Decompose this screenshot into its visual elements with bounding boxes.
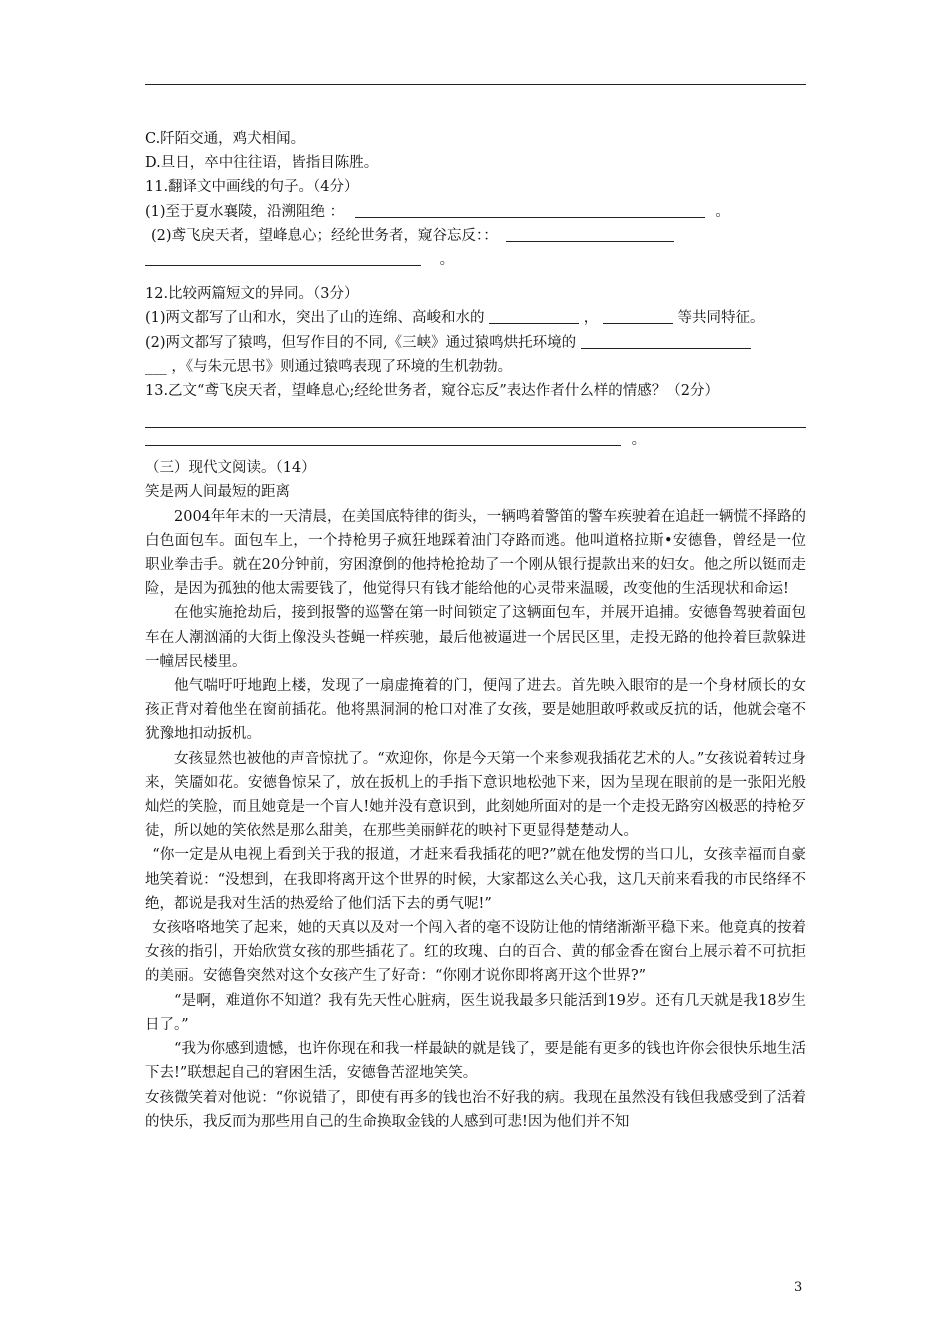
question-12-item-2 xyxy=(145,331,806,355)
article-paragraph: “是啊，难道你不知道？我有先天性心脏病，医生说我最多只能活到19岁。还有几天就是我18岁生日了。” xyxy=(145,992,806,1033)
article-paragraph: 在他实施抢劫后，接到报警的巡警在第一时间锁定了这辆面包车，并展开追捕。安德鲁驾驶着面包车在人潮汹涌的大街上像没头苍蝇一样疾驰，最后他被逼进一个居民区里，走投无路的他拎着巨款躲进一幢居民楼里。 xyxy=(145,605,806,670)
q12-item2-a: (2)两文都写了猿鸣，但写作目的不同,《三峡》通过猿鸣烘托环境的 xyxy=(145,334,577,351)
article-paragraph: 女孩咯咯地笑了起来，她的天真以及对一个闯入者的毫不设防让他的情绪渐渐平稳下来。他竟真的按着女孩的指引，开始欣赏女孩的那些插花了。红的玫瑰、白的百合、黄的郁金香在窗台上展示着不可抗拒的美丽。安德鲁突然对这个女孩产生了好奇：“你刚才说你即将离开这个世界?” xyxy=(145,920,806,985)
section-heading: （三）现代文阅读。（14） xyxy=(145,460,316,477)
question-12-item-2-cont: ___ ，《与朱元思书》则通过猿鸣表现了环境的生机勃勃。 xyxy=(145,358,513,375)
question-11-item-1 xyxy=(145,200,806,224)
option-c: C.阡陌交通，鸡犬相闻。 xyxy=(145,131,306,147)
answer-blank[interactable] xyxy=(145,248,421,266)
q12-item1-a: (1)两文都写了山和水，突出了山的连绵、高峻和水的 xyxy=(145,310,485,327)
article-paragraph: 2004年年末的一天清晨，在美国底特律的街头，一辆鸣着警笛的警车疾驶着在追赶一辆慌不择路的白色面包车。面包车上，一个持枪男子疯狂地踩着油门夺路而逃。他叫道格拉斯•安德鲁，曾经是一位职业拳击手。就在20分钟前，穷困潦倒的他持枪抢劫了一个刚从银行提款出来的妇女。他之所以铤而走险，是因为孤独的他太需要钱了，他觉得只有钱才能给他的心灵带来温暖，改变他的生活现状和命运! xyxy=(145,508,806,598)
option-d: D.旦日，卒中往往语，皆指目陈胜。 xyxy=(145,155,379,172)
answer-blank[interactable] xyxy=(145,428,621,446)
article-paragraph: 女孩显然也被他的声音惊扰了。“欢迎你，你是今天第一个来参观我插花艺术的人。”女孩说着转过身来，笑靥如花。安德鲁惊呆了，放在扳机上的手指下意识地松弛下来，因为呈现在眼前的是一张阳光般灿烂的笑脸，而且她竟是一个盲人!她并没有意识到，此刻她所面对的是一个走投无路穷凶极恶的持枪歹徒，所以她的笑依然是那么甜美，在那些美丽鲜花的映衬下更显得楚楚动人。 xyxy=(145,750,806,840)
q12-item1-c: 等共同特征。 xyxy=(677,310,765,327)
article-paragraph: “你一定是从电视上看到关于我的报道，才赶来看我插花的吧?”就在他发愣的当口儿，女孩幸福而自豪地笑着说：“没想到，在我即将离开这个世界的时候，大家都这么关心我，这几天前来看我的市民络绎不绝，都说是我对生活的热爱给了他们活下去的勇气呢!” xyxy=(145,847,806,912)
question-11-item-2-cont xyxy=(145,248,806,272)
answer-blank[interactable] xyxy=(489,306,579,324)
question-11-item-2 xyxy=(145,224,806,248)
answer-blank[interactable] xyxy=(355,200,705,218)
q11-item1-end: 。 xyxy=(715,203,730,220)
answer-blank[interactable] xyxy=(506,224,674,242)
question-11-title: 11.翻译文中画线的句子。（4分） xyxy=(145,179,359,196)
answer-blank[interactable] xyxy=(603,306,673,324)
article-paragraph: 女孩微笑着对他说：“你说错了，即使有再多的钱也治不好我的病。我现在虽然没有钱但我感受到了活着的快乐，我反而为那些用自己的生命换取金钱的人感到可悲!因为他们并不知 xyxy=(145,1089,806,1130)
answer-blank[interactable] xyxy=(581,331,751,349)
question-12-item-1 xyxy=(145,306,806,330)
article-paragraph: “我为你感到遗憾，也许你现在和我一样最缺的就是钱了，要是能有更多的钱也许你会很快乐地生活下去!”联想起自己的窘困生活，安德鲁苦涩地笑笑。 xyxy=(145,1041,806,1082)
q12-item1-b: ， xyxy=(583,310,599,327)
page-number: 3 xyxy=(794,1280,803,1295)
q11-item2-text: (2)鸢飞戾天者，望峰息心；经纶世务者，窥谷忘反：： xyxy=(151,227,498,244)
q13-end: 。 xyxy=(631,432,647,449)
article-title: 笑是两人间最短的距离 xyxy=(145,484,290,501)
q11-item2-end: 。 xyxy=(439,251,455,268)
q11-item1-text: (1)至于夏水襄陵，沿溯阻绝 ： xyxy=(145,203,345,220)
answer-line[interactable] xyxy=(145,407,806,428)
page-content xyxy=(145,127,806,1134)
header-rule xyxy=(145,84,806,85)
question-13-answer-end xyxy=(145,428,806,452)
question-13-title: 13.乙文“鸢飞戾天者，望峰息心;经纶世务者，窥谷忘反”表达作者什么样的情感？（2分） xyxy=(145,382,719,399)
article-paragraph: 他气喘吁吁地跑上楼，发现了一扇虚掩着的门，便闯了进去。首先映入眼帘的是一个身材颀长的女孩正背对着他坐在窗前插花。他将黑洞洞的枪口对准了女孩，要是她胆敢呼救或反抗的话，他就会毫不犹豫地扣动扳机。 xyxy=(145,678,806,743)
question-12-title: 12.比较两篇短文的异同。（3分） xyxy=(145,286,359,303)
